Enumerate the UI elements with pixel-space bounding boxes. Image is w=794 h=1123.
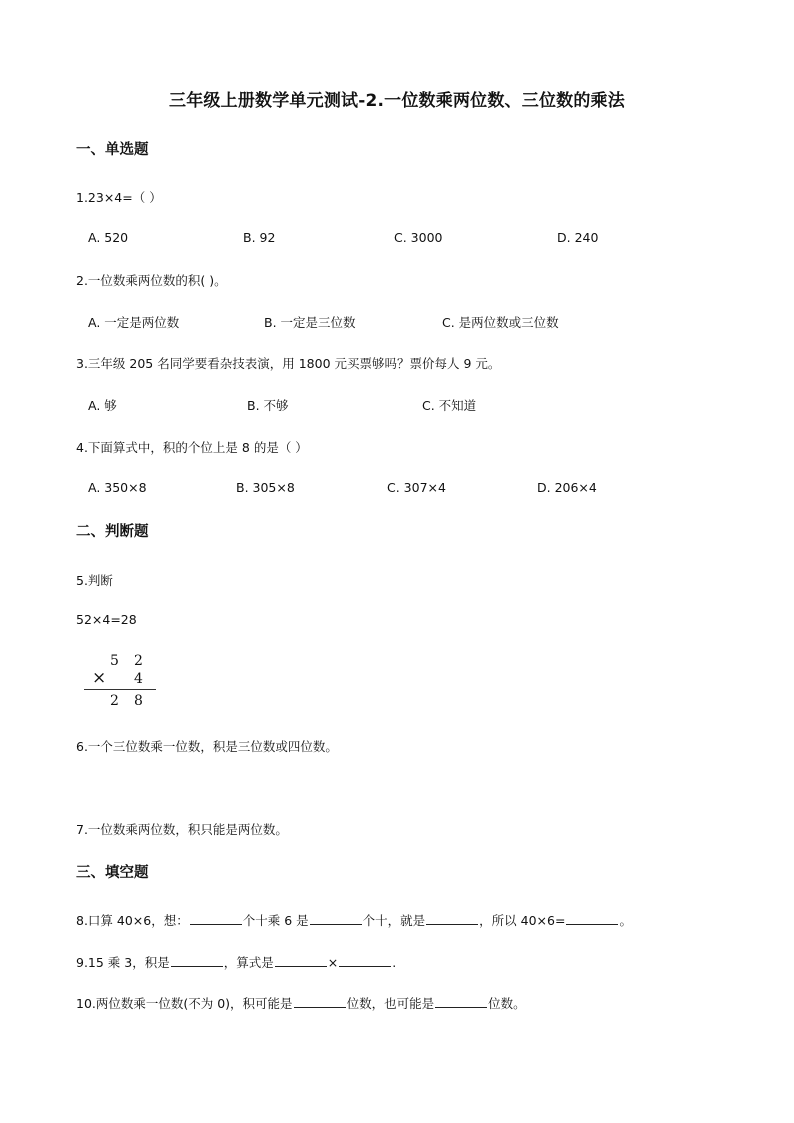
q8-blank-3[interactable]: [426, 912, 478, 925]
q8-part-5: 。: [619, 913, 632, 928]
section-heading-true-false: 二、判断题: [76, 524, 149, 540]
page-title: 三年级上册数学单元测试-2.一位数乘两位数、三位数的乘法: [169, 91, 625, 111]
q1-option-d: D. 240: [557, 230, 599, 245]
q9-part-4: .: [392, 955, 397, 970]
q9-part-2: ，算式是: [223, 955, 274, 970]
q10-part-3: 位数。: [488, 996, 526, 1011]
q10-part-2: 位数，也可能是: [346, 996, 435, 1011]
vm-multiplier: 4: [134, 671, 143, 687]
q3-option-b: B. 不够: [247, 398, 289, 413]
q3-option-a: A. 够: [88, 398, 117, 413]
question-2: 2.一位数乘两位数的积( )。: [76, 273, 227, 288]
section-heading-single-choice: 一、单选题: [76, 142, 149, 158]
q8-blank-1[interactable]: [190, 912, 242, 925]
q8-part-3: 个十，就是: [362, 913, 426, 928]
q8-part-2: 个十乘 6 是: [242, 913, 309, 928]
q8-part-1: 8.口算 40×6，想：: [76, 913, 189, 928]
q9-part-1: 9.15 乘 3，积是: [76, 955, 170, 970]
question-10: [76, 994, 526, 1012]
q9-part-3: ×: [327, 955, 339, 970]
q1-option-c: C. 3000: [394, 230, 443, 245]
question-6: 6.一个三位数乘一位数，积是三位数或四位数。: [76, 739, 338, 754]
q10-blank-2[interactable]: [435, 995, 487, 1008]
q2-option-c: C. 是两位数或三位数: [442, 315, 559, 330]
question-8: [76, 911, 632, 929]
q9-blank-2[interactable]: [275, 954, 327, 967]
q9-blank-1[interactable]: [171, 954, 223, 967]
question-5: 5.判断: [76, 573, 113, 588]
q2-option-b: B. 一定是三位数: [264, 315, 356, 330]
vm-rule-line: [84, 689, 156, 690]
vm-multiply-sign: ×: [92, 668, 107, 688]
vm-top-digit-ones: 2: [134, 653, 143, 669]
question-9: [76, 953, 396, 971]
q1-option-b: B. 92: [243, 230, 276, 245]
vm-result-digit-tens: 2: [110, 693, 119, 709]
q8-blank-2[interactable]: [310, 912, 362, 925]
vertical-multiplication: [84, 653, 160, 713]
q9-blank-3[interactable]: [339, 954, 391, 967]
q8-part-4: ，所以 40×6=: [479, 913, 566, 928]
q8-blank-4[interactable]: [566, 912, 618, 925]
q3-option-c: C. 不知道: [422, 398, 477, 413]
vm-top-digit-tens: 5: [110, 653, 119, 669]
question-1: 1.23×4=（ ）: [76, 190, 162, 205]
q10-part-1: 10.两位数乘一位数(不为 0)，积可能是: [76, 996, 293, 1011]
question-5-expression: 52×4=28: [76, 612, 137, 627]
q4-option-b: B. 305×8: [236, 480, 295, 495]
q10-blank-1[interactable]: [294, 995, 346, 1008]
q4-option-a: A. 350×8: [88, 480, 147, 495]
question-7: 7.一位数乘两位数，积只能是两位数。: [76, 822, 288, 837]
q2-option-a: A. 一定是两位数: [88, 315, 180, 330]
q4-option-d: D. 206×4: [537, 480, 597, 495]
q4-option-c: C. 307×4: [387, 480, 446, 495]
question-3: 3.三年级 205 名同学要看杂技表演，用 1800 元买票够吗？票价每人 9 元。: [76, 356, 501, 371]
q1-option-a: A. 520: [88, 230, 129, 245]
vm-result-digit-ones: 8: [134, 693, 143, 709]
section-heading-fill-blank: 三、填空题: [76, 865, 149, 881]
question-4: 4.下面算式中，积的个位上是 8 的是（ ）: [76, 440, 308, 455]
